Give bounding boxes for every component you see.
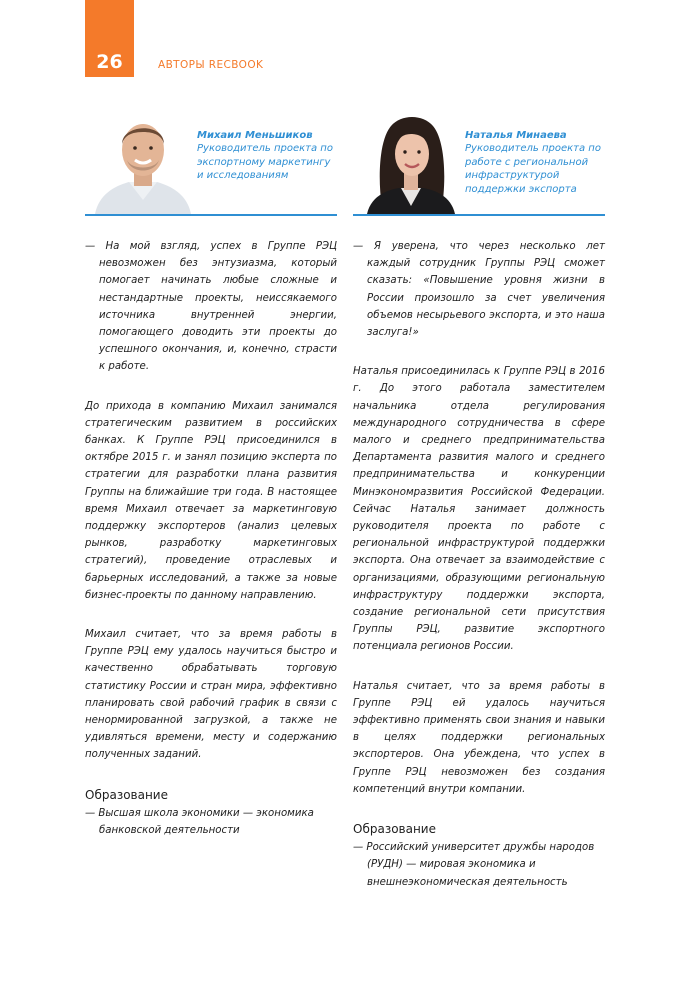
bio-paragraph: Михаил считает, что за время работы в Группе РЭЦ ему удалось научиться быстро и качественно обрабатывать торговую статистику России и стран мира, эффективно планировать свой рабочий график в связи с ненормированной загрузкой, а также не удивляться времени, месту и содержанию полученных заданий. <box>85 629 337 761</box>
portrait-photo-male <box>93 110 193 214</box>
education-heading: Образование <box>353 822 436 837</box>
bio-paragraph: Наталья считает, что за время работы в Группе РЭЦ ей удалось научиться эффективно применять свои знания и навыки в целях поддержки региональных экспортеров. Она убеждена, что успех в Группе РЭЦ невозможен без создания компетенций внутри компании. <box>353 680 605 795</box>
author-column-left <box>85 110 337 839</box>
section-title: АВТОРЫ RECBOOK <box>158 59 264 71</box>
education-item: — Российский университет дружбы народов (РУДН) — мировая экономика и внешнеэкономическая деятельность <box>353 842 595 888</box>
education-heading: Образование <box>85 787 168 802</box>
person-name: Наталья Минаева <box>465 130 567 141</box>
person-role: Руководитель проекта по экспортному маркетингу и исследованиям <box>197 143 333 182</box>
person-role: Руководитель проекта по работе с региональной инфраструктурой поддержки экспорта <box>465 143 601 195</box>
page-number: 26 <box>85 0 134 77</box>
person-info <box>197 129 337 183</box>
education-item: — Высшая школа экономики — экономика банковской деятельности <box>85 807 314 836</box>
author-column-right <box>353 110 605 891</box>
profile-header <box>85 110 337 216</box>
person-info <box>465 129 605 196</box>
quote: — Я уверена, что через несколько лет каждый сотрудник Группы РЭЦ сможет сказать: «Повышение уровня жизни в России произошло за счет увеличения объемов несырьевого экспорта, и это наша заслуга!» <box>353 241 605 339</box>
person-name: Михаил Меньшиков <box>197 130 313 141</box>
bio-paragraph: До прихода в компанию Михаил занимался стратегическим развитием в российских банках. К Группе РЭЦ присоединился в октябре 2015 г. и занял позицию эксперта по стратегии для разработки плана развития Группы на ближайшие три года. В настоящее время Михаил отвечает за маркетинговую поддержку экспортеров (анализ целевых рынков, разработку маркетинговых стратегий), проведение отраслевых и барьерных исследований, а также за новые бизнес-проекты по данному направлению. <box>85 400 337 601</box>
bio-paragraph: Наталья присоединилась к Группе РЭЦ в 2016 г. До этого работала заместителем начальника отдела регулирования международного сотрудничества в сфере малого и среднего предпринимательства Департамента развития малого и среднего предпринимательства и конкуренции Минэкономразвития Российской Федерации. Сейчас Наталья занимает должность руководителя проекта по работе с региональной инфраструктурой поддержки экспорта. Она отвечает за взаимодействие с организациями, образующими региональную инфраструктуру поддержки экспорта, создание региональной сети присутствия Группы РЭЦ, развитие экспортного потенциала регионов России. <box>353 366 605 653</box>
portrait-photo-female <box>361 110 461 214</box>
profile-header <box>353 110 605 216</box>
quote: — На мой взгляд, успех в Группе РЭЦ невозможен без энтузиазма, который помогает начинать любые сложные и нестандартные проекты, неиссякаемого источника внутренней энергии, помогающего доводить эти проекты до успешного окончания, и, конечно, страсти к работе. <box>85 241 337 373</box>
